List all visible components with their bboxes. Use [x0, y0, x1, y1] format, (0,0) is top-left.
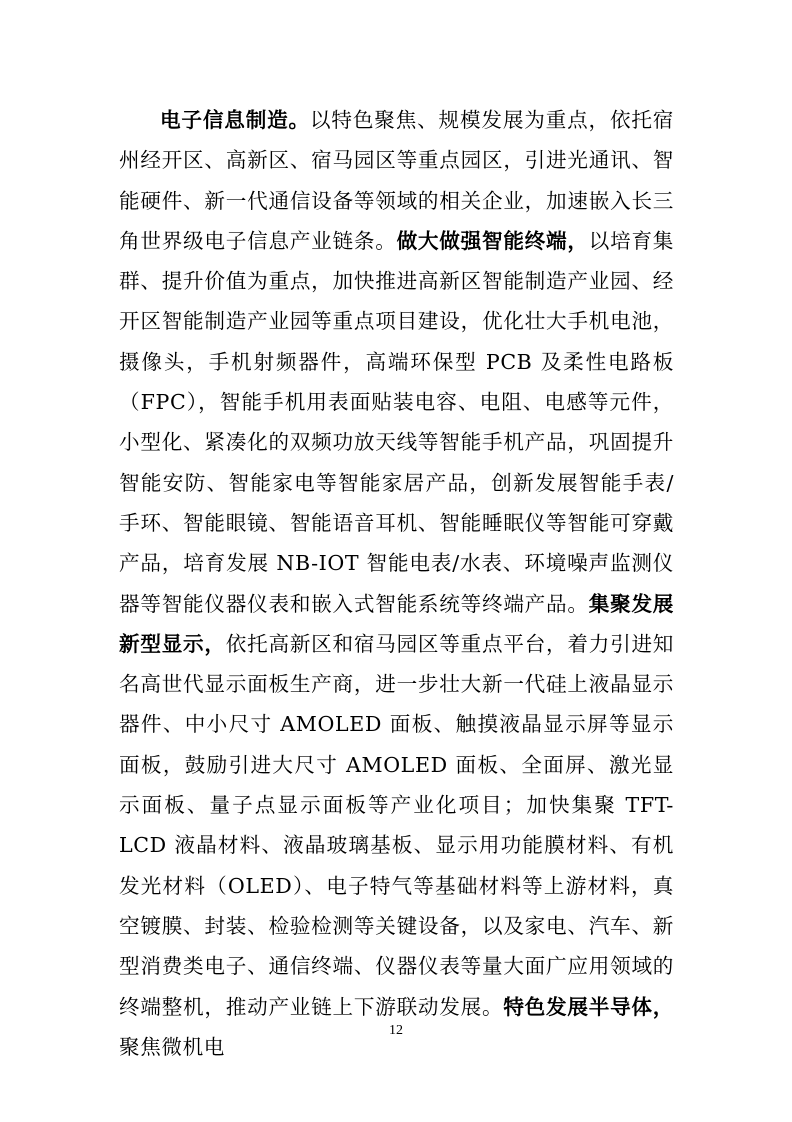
body-paragraph	[119, 100, 674, 1067]
page-number: 12	[389, 1023, 403, 1038]
heading-new-display: 集聚发展新型显示，	[119, 591, 674, 656]
paragraph-segment-5: 依托高新区和宿马园区等重点平台，着力引进知名高世代显示面板生产商，进一步壮大新一代硅上液晶显示器件、中小尺寸 AMOLED 面板、触摸液晶显示屏等显示面板，鼓励引进大尺寸 AMOLED 面板、全面屏、激光显示面板、量子点显示面板等产业化项目；加快集聚 TFT-LCD 液晶材料、液晶玻璃基板、显示用功能膜材料、有机发光材料（OLED）、电子特气等基础材料等上游材料，真空镀膜、封装、检验检测等关键设备，以及家电、汽车、新型消费类电子、通信终端、仪器仪表等量大面广应用领域的终端整机，推动产业链上下游联动发展。	[119, 631, 674, 1019]
heading-smart-terminals: 做大做强智能终端，	[396, 228, 589, 253]
heading-electronic-information-manufacturing: 电子信息制造。	[160, 108, 310, 132]
paragraph-segment-1: 以特色聚焦、规模发展为重点，依托宿州经开区、高新区、宿马园区等重点园区，引进光通讯、智能硬件、新一代通信设备等领域的相关企业，加速嵌入长三角世界级电子信息产业链条。	[119, 108, 674, 253]
paragraph-segment-3: 以培育集群、提升价值为重点，加快推进高新区智能制造产业园、经开区智能制造产业园等重点项目建设，优化壮大手机电池，摄像头，手机射频器件，高端环保型 PCB 及柔性电路板（FPC），智能手机用表面贴装电容、电阻、电感等元件，小型化、紧凑化的双频功放天线等智能手机产品，巩固提升智能安防、智能家电等智能家居产品，创新发展智能手表/手环、智能眼镜、智能语音耳机、智能睡眠仪等智能可穿戴产品，培育发展 NB-IOT 智能电表/水表、环境噪声监测仪器等智能仪器仪表和嵌入式智能系统等终端产品。	[119, 228, 674, 616]
paragraph-segment-7: 聚焦微机电	[119, 1034, 225, 1059]
heading-semiconductor: 特色发展半导体，	[503, 994, 674, 1019]
